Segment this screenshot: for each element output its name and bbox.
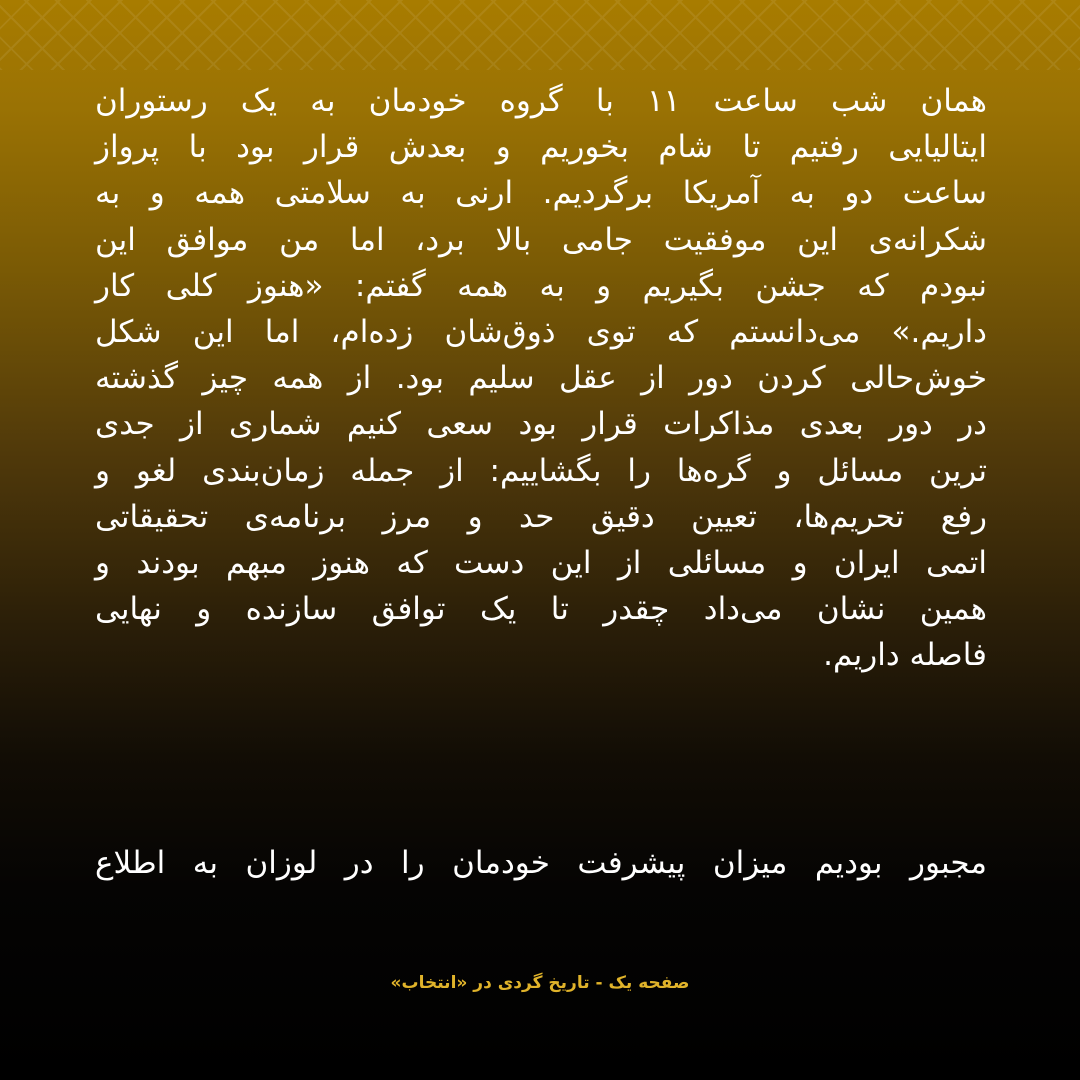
paragraph-line: فاصله داریم. <box>823 637 987 674</box>
paragraph-2: مجبور بودیم میزان پیشرفت خودمان را در لوزان به اطلاع <box>95 845 987 881</box>
paragraph-line: ایتالیایی رفتیم تا شام بخوریم و بعدش قرار بود با پرواز <box>95 129 987 166</box>
paragraph-line: در دور بعدی مذاکرات قرار بود سعی کنیم شماری از جدی <box>95 406 987 443</box>
paragraph-line: خوش‌حالی کردن دور از عقل سلیم بود. از همه چیز گذشته <box>95 360 987 397</box>
paragraph-line: نبودم که جشن بگیریم و به همه گفتم: «هنوز کلی کار <box>95 267 987 304</box>
paragraph-1 <box>95 78 987 679</box>
paragraph-line: همان شب ساعت ۱۱ با گروه خودمان به یک رستوران <box>95 83 987 119</box>
paragraph-line: ساعت دو به آمریکا برگردیم. ارنی به سلامتی همه و به <box>95 175 987 212</box>
paragraph-line: همین نشان می‌داد چقدر تا یک توافق سازنده و نهایی <box>95 591 987 628</box>
paragraph-line: شکرانه‌ی این موفقیت جامی بالا برد، اما من موافق این <box>95 221 987 258</box>
paragraph-line: داریم.» می‌دانستم که توی ذوق‌شان زده‌ام، اما این شکل <box>95 314 987 351</box>
paragraph-line: رفع تحریم‌ها، تعیین دقیق حد و مرز برنامه‌ی تحقیقاتی <box>95 498 987 535</box>
decorative-pattern <box>0 0 1080 70</box>
page-caption: صفحه یک - تاریخ گردی در «انتخاب» <box>390 973 690 993</box>
paragraph-line: اتمی ایران و مسائلی از این دست که هنوز مبهم بودند و <box>95 545 987 582</box>
paragraph-line: ترین مسائل و گره‌ها را بگشاییم: از جمله زمان‌بندی لغو و <box>95 452 987 489</box>
